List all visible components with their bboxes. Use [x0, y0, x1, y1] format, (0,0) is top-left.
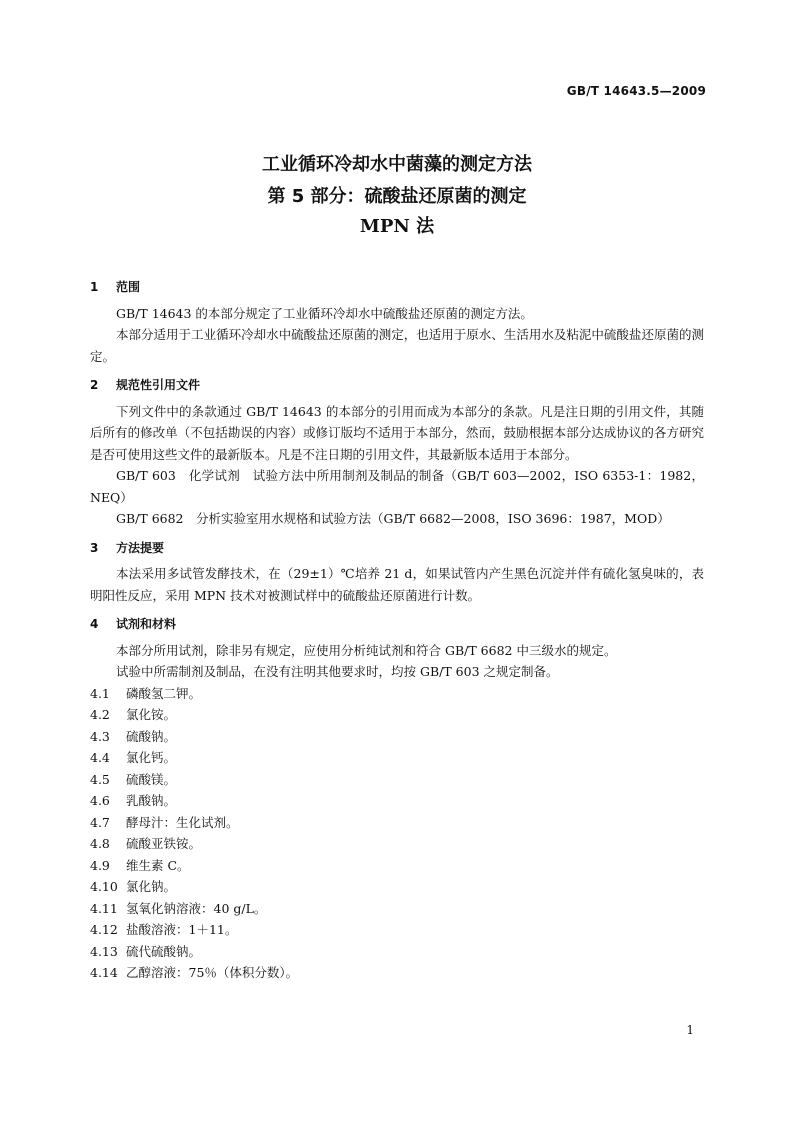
item-number: 4.5 — [90, 771, 110, 787]
section-normative-references — [90, 375, 704, 530]
item-number: 4.12 — [90, 922, 118, 937]
section-number: 1 — [90, 280, 99, 294]
list-item — [90, 919, 704, 941]
paragraph: 试验中所需制剂及制品，在没有注明其他要求时，均按 GB/T 603 之规定制备。 — [116, 664, 559, 679]
item-number: 4.13 — [90, 943, 118, 959]
item-text: 硫酸钠。 — [126, 728, 177, 744]
list-item — [90, 704, 704, 726]
item-text: 盐酸溶液：1＋11。 — [126, 922, 238, 937]
list-item — [90, 747, 704, 769]
list-item — [90, 855, 704, 877]
paragraph: 下列文件中的条款通过 GB/T 14643 的本部分的引用而成为本部分的条款。凡是注日期的引用文件，其随后所有的修改单（不包括勘误的内容）或修订版均不适用于本部分，然而，鼓励根据本部分达成协议的各方研究是否可使用这些文件的最新版本。凡是不注日期的引用文件，其最新版本适用于本部分。 — [90, 403, 704, 462]
reagent-list — [90, 683, 704, 984]
paragraph: GB/T 14643 的本部分规定了工业循环冷却水中硫酸盐还原菌的测定方法。 — [116, 305, 533, 321]
document-title-line-2: 第 5 部分：硫酸盐还原菌的测定 — [267, 186, 527, 207]
item-number: 4.14 — [90, 965, 118, 980]
item-number: 4.6 — [90, 793, 110, 808]
section-heading — [90, 538, 704, 560]
paragraph: 本法采用多试管发酵技术，在（29±1）℃培养 21 d，如果试管内产生黑色沉淀并伴有硫化氢臭味的，表明阳性反应，采用 MPN 技术对被测试样中的硫酸盐还原菌进行计数。 — [90, 566, 704, 603]
item-text: 氢氧化钠溶液：40 g/L。 — [126, 900, 267, 916]
item-number: 4.11 — [90, 900, 118, 916]
document-title-line-1: 工业循环冷却水中菌藻的测定方法 — [262, 154, 532, 175]
list-item — [90, 833, 704, 855]
item-number: 4.7 — [90, 814, 110, 830]
list-item — [90, 683, 704, 705]
item-number: 4.1 — [90, 685, 110, 701]
item-number: 4.8 — [90, 836, 110, 851]
list-item — [90, 898, 704, 920]
item-text: 乳酸钠。 — [126, 793, 177, 808]
standard-number: GB/T 14643.5—2009 — [566, 84, 706, 98]
item-text: 硫酸亚铁铵。 — [126, 836, 202, 851]
item-number: 4.3 — [90, 728, 110, 744]
list-item — [90, 726, 704, 748]
item-text: 乙醇溶液：75％（体积分数）。 — [126, 965, 299, 980]
section-number: 3 — [90, 540, 99, 555]
section-heading — [90, 614, 704, 636]
item-number: 4.4 — [90, 750, 110, 765]
section-title: 范围 — [116, 280, 141, 294]
item-number: 4.2 — [90, 707, 110, 722]
page-number: 1 — [686, 1023, 694, 1037]
item-text: 氯化钙。 — [126, 750, 177, 765]
list-item — [90, 876, 704, 898]
section-heading — [90, 375, 704, 397]
item-text: 酵母汁：生化试剂。 — [126, 814, 239, 830]
item-text: 氯化铵。 — [126, 707, 177, 722]
item-text: 维生素 C。 — [126, 857, 190, 873]
document-body — [90, 275, 704, 992]
list-item — [90, 812, 704, 834]
section-title: 方法提要 — [116, 540, 165, 555]
section-number: 2 — [90, 378, 99, 392]
paragraph: 本部分适用于工业循环冷却水中硫酸盐还原菌的测定，也适用于原水、生活用水及粘泥中硫酸盐还原菌的测定。 — [90, 327, 704, 364]
item-text: 硫酸镁。 — [126, 771, 177, 787]
section-title: 规范性引用文件 — [116, 378, 201, 392]
document-title-line-3: MPN 法 — [359, 216, 435, 237]
reference-entry: GB/T 603 化学试剂 试验方法中所用制剂及制品的制备（GB/T 603—2002，ISO 6353-1：1982，NEQ） — [90, 468, 704, 505]
item-text: 氯化钠。 — [126, 879, 177, 894]
section-scope — [90, 277, 704, 367]
list-item — [90, 962, 704, 984]
list-item — [90, 790, 704, 812]
section-title: 试剂和材料 — [116, 617, 177, 631]
section-number: 4 — [90, 617, 99, 631]
item-text: 磷酸氢二钾。 — [126, 685, 202, 701]
item-number: 4.9 — [90, 857, 110, 873]
reference-entry: GB/T 6682 分析实验室用水规格和试验方法（GB/T 6682—2008，ISO 3696：1987，MOD） — [116, 511, 670, 526]
section-reagents — [90, 614, 704, 984]
list-item — [90, 941, 704, 963]
list-item — [90, 769, 704, 791]
item-number: 4.10 — [90, 879, 118, 894]
section-method-summary — [90, 538, 704, 607]
paragraph: 本部分所用试剂，除非另有规定，应使用分析纯试剂和符合 GB/T 6682 中三级水的规定。 — [116, 642, 617, 658]
section-heading — [90, 277, 704, 299]
item-text: 硫代硫酸钠。 — [126, 943, 202, 959]
